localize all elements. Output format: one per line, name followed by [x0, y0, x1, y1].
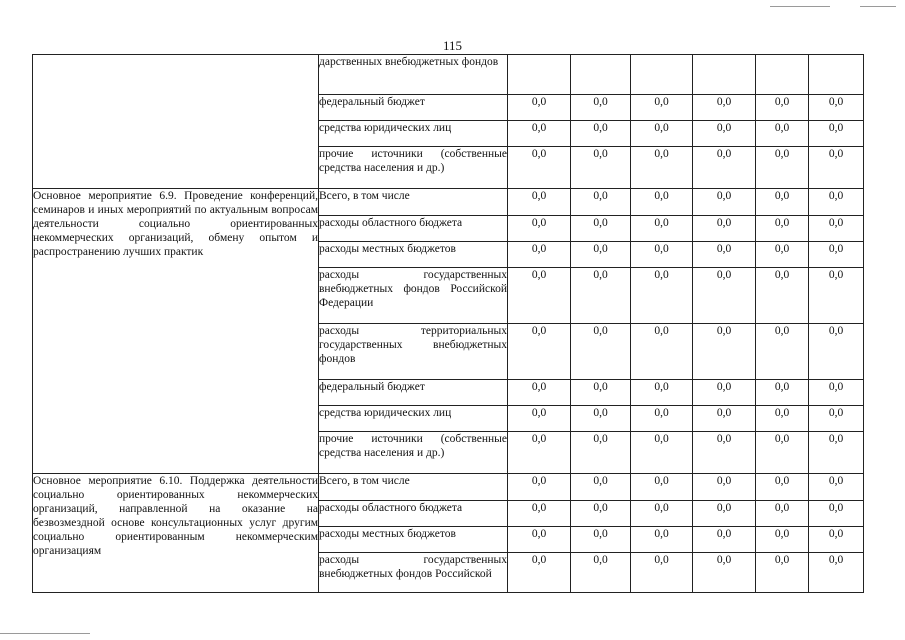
funding-source-cell: расходы территориальных государственных внебюджетных фондов [319, 324, 508, 380]
value-cell: 0,0 [631, 553, 693, 593]
scan-artifact-line [0, 633, 90, 634]
value-cell: 0,0 [693, 527, 756, 553]
value-cell: 0,0 [693, 501, 756, 527]
page-number: 115 [442, 38, 463, 53]
scan-artifact-line [860, 6, 896, 7]
funding-source-cell: Всего, в том числе [319, 189, 508, 216]
value-cell: 0,0 [756, 474, 809, 501]
value-cell: 0,0 [693, 95, 756, 121]
value-cell: 0,0 [508, 147, 571, 189]
budget-table [32, 54, 864, 593]
value-cell: 0,0 [571, 189, 631, 216]
value-cell: 0,0 [508, 527, 571, 553]
value-cell: 0,0 [809, 380, 864, 406]
value-cell: 0,0 [571, 95, 631, 121]
value-cell: 0,0 [571, 501, 631, 527]
measure-6-10-description: Основное мероприятие 6.10. Поддержка деятельности социально ориентированных некоммерческих организаций, направленной на оказание на безвозмездной основе консультационных услуг другим социально ориентированным некоммерческим организациям [33, 474, 319, 593]
value-cell: 0,0 [756, 216, 809, 242]
value-cell: 0,0 [631, 324, 693, 380]
value-cell: 0,0 [571, 553, 631, 593]
value-cell: 0,0 [809, 242, 864, 268]
value-cell: 0,0 [693, 189, 756, 216]
value-cell: 0,0 [508, 474, 571, 501]
value-cell: 0,0 [809, 432, 864, 474]
value-cell: 0,0 [809, 553, 864, 593]
value-cell: 0,0 [809, 501, 864, 527]
value-cell: 0,0 [756, 95, 809, 121]
value-cell: 0,0 [809, 189, 864, 216]
value-cell: 0,0 [631, 242, 693, 268]
value-cell: 0,0 [571, 121, 631, 147]
value-cell: 0,0 [693, 121, 756, 147]
value-cell: 0,0 [508, 268, 571, 324]
value-cell: 0,0 [631, 147, 693, 189]
funding-source-cell: прочие источники (собственные средства населения и др.) [319, 147, 508, 189]
value-cell: 0,0 [631, 501, 693, 527]
value-cell: 0,0 [508, 406, 571, 432]
value-cell: 0,0 [631, 527, 693, 553]
value-cell: 0,0 [756, 380, 809, 406]
value-cell: 0,0 [571, 324, 631, 380]
value-cell: 0,0 [756, 189, 809, 216]
value-cell: 0,0 [508, 216, 571, 242]
value-cell: 0,0 [508, 242, 571, 268]
description-cell [33, 55, 319, 189]
value-cell: 0,0 [756, 501, 809, 527]
value-cell: 0,0 [631, 380, 693, 406]
value-cell: 0,0 [693, 324, 756, 380]
funding-source-cell: федеральный бюджет [319, 95, 508, 121]
value-cell: 0,0 [756, 553, 809, 593]
value-cell: 0,0 [631, 406, 693, 432]
value-cell [508, 55, 571, 95]
value-cell: 0,0 [756, 268, 809, 324]
value-cell: 0,0 [756, 242, 809, 268]
value-cell: 0,0 [508, 553, 571, 593]
value-cell [693, 55, 756, 95]
value-cell: 0,0 [756, 147, 809, 189]
value-cell: 0,0 [508, 95, 571, 121]
value-cell: 0,0 [631, 216, 693, 242]
value-cell: 0,0 [571, 216, 631, 242]
funding-source-cell: расходы местных бюджетов [319, 527, 508, 553]
value-cell: 0,0 [693, 474, 756, 501]
funding-source-cell: Всего, в том числе [319, 474, 508, 501]
value-cell: 0,0 [809, 216, 864, 242]
value-cell: 0,0 [756, 432, 809, 474]
value-cell [809, 55, 864, 95]
value-cell: 0,0 [693, 432, 756, 474]
value-cell: 0,0 [508, 121, 571, 147]
value-cell: 0,0 [693, 553, 756, 593]
table-row [33, 189, 864, 216]
value-cell: 0,0 [631, 268, 693, 324]
funding-source-cell: федеральный бюджет [319, 380, 508, 406]
value-cell: 0,0 [508, 432, 571, 474]
value-cell: 0,0 [571, 432, 631, 474]
value-cell [631, 55, 693, 95]
funding-source-cell: средства юридических лиц [319, 121, 508, 147]
funding-source-cell: прочие источники (собственные средства населения и др.) [319, 432, 508, 474]
scan-artifact-line [770, 6, 830, 7]
value-cell: 0,0 [809, 95, 864, 121]
funding-source-cell: дарственных внебюджетных фондов [319, 55, 508, 95]
value-cell: 0,0 [508, 380, 571, 406]
value-cell: 0,0 [693, 147, 756, 189]
value-cell: 0,0 [693, 406, 756, 432]
value-cell: 0,0 [571, 380, 631, 406]
value-cell [571, 55, 631, 95]
funding-source-cell: расходы областного бюджета [319, 216, 508, 242]
value-cell: 0,0 [571, 474, 631, 501]
value-cell: 0,0 [809, 324, 864, 380]
table-row [33, 474, 864, 501]
funding-source-cell: средства юридических лиц [319, 406, 508, 432]
value-cell: 0,0 [508, 501, 571, 527]
value-cell: 0,0 [693, 268, 756, 324]
value-cell: 0,0 [571, 268, 631, 324]
value-cell: 0,0 [631, 474, 693, 501]
funding-source-cell: расходы областного бюджета [319, 501, 508, 527]
value-cell: 0,0 [756, 527, 809, 553]
value-cell: 0,0 [571, 242, 631, 268]
value-cell: 0,0 [631, 432, 693, 474]
value-cell: 0,0 [631, 189, 693, 216]
value-cell: 0,0 [631, 95, 693, 121]
value-cell: 0,0 [693, 242, 756, 268]
value-cell: 0,0 [571, 147, 631, 189]
table-row [33, 55, 864, 95]
value-cell: 0,0 [508, 189, 571, 216]
value-cell: 0,0 [571, 527, 631, 553]
value-cell: 0,0 [756, 324, 809, 380]
value-cell: 0,0 [693, 380, 756, 406]
value-cell: 0,0 [809, 268, 864, 324]
value-cell: 0,0 [809, 527, 864, 553]
value-cell: 0,0 [571, 406, 631, 432]
funding-source-cell: расходы государственных внебюджетных фондов Российской Федерации [319, 268, 508, 324]
value-cell: 0,0 [809, 406, 864, 432]
value-cell: 0,0 [809, 474, 864, 501]
value-cell: 0,0 [631, 121, 693, 147]
value-cell: 0,0 [693, 216, 756, 242]
funding-source-cell: расходы местных бюджетов [319, 242, 508, 268]
funding-source-cell: расходы государственных внебюджетных фондов Российской [319, 553, 508, 593]
value-cell [756, 55, 809, 95]
value-cell: 0,0 [508, 324, 571, 380]
measure-6-9-description: Основное мероприятие 6.9. Проведение конференций, семинаров и иных мероприятий по актуальным вопросам деятельности социально ориентированных некоммерческих организаций, обмену опытом и распространению лучших практик [33, 189, 319, 474]
value-cell: 0,0 [809, 121, 864, 147]
value-cell: 0,0 [809, 147, 864, 189]
value-cell: 0,0 [756, 121, 809, 147]
value-cell: 0,0 [756, 406, 809, 432]
